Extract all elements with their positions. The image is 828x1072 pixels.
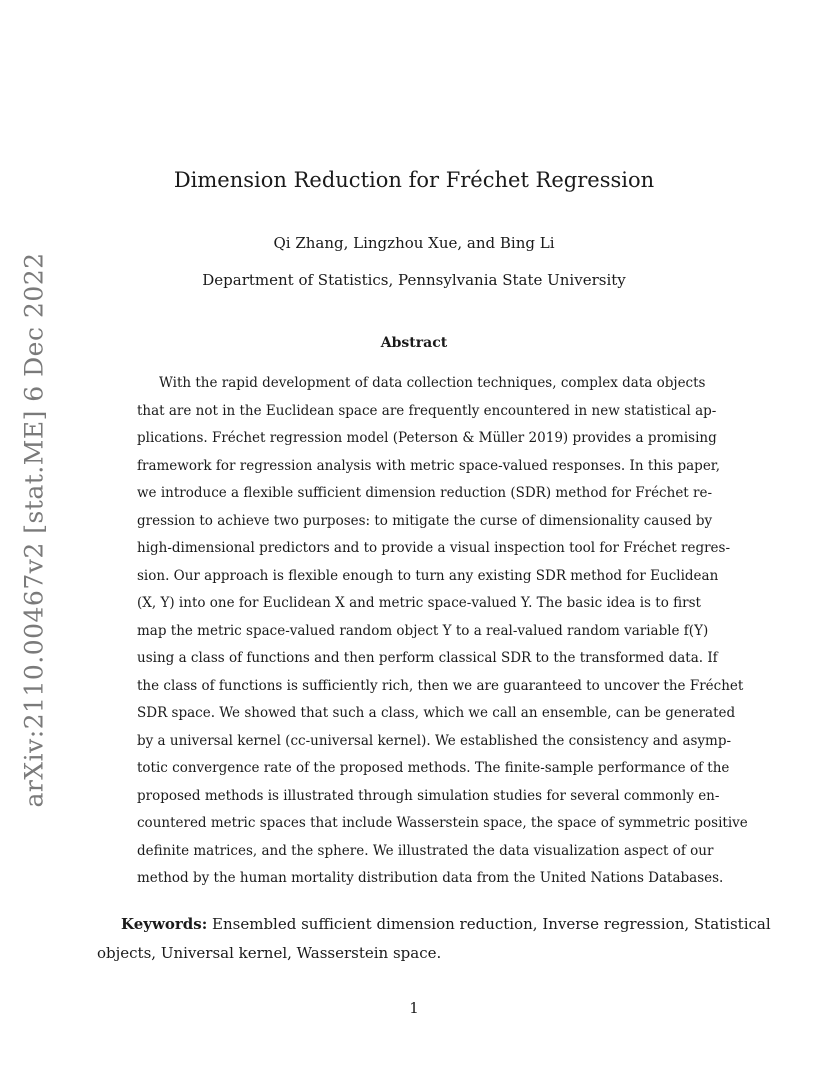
keywords-section (97, 910, 771, 968)
abstract-line: plications. Fréchet regression model (Peterson & Müller 2019) provides a promising (137, 430, 717, 446)
abstract-line: (X, Y) into one for Euclidean X and metric space-valued Y. The basic idea is to first (137, 595, 701, 611)
abstract-line: that are not in the Euclidean space are frequently encountered in new statistical ap- (137, 402, 717, 419)
abstract-line: SDR space. We showed that such a class, which we call an ensemble, can be generated (137, 705, 736, 721)
abstract-line: using a class of functions and then perform classical SDR to the transformed data. If (137, 650, 718, 666)
keywords-text: Ensembled sufficient dimension reduction, Inverse regression, Statistical (212, 915, 771, 933)
abstract-heading: Abstract (380, 335, 448, 351)
abstract-line: countered metric spaces that include Wasserstein space, the space of symmetric positive (137, 815, 748, 831)
abstract-line: sion. Our approach is flexible enough to turn any existing SDR method for Euclidean (137, 567, 719, 584)
abstract-line: method by the human mortality distribution data from the United Nations Databases. (137, 870, 724, 886)
abstract-line: the class of functions is sufficiently rich, then we are guaranteed to uncover the Fréchet (137, 677, 744, 694)
author-list: Qi Zhang, Lingzhou Xue, and Bing Li (273, 234, 555, 252)
keywords-line: objects, Universal kernel, Wasserstein space. (97, 944, 442, 962)
affiliation: Department of Statistics, Pennsylvania State University (202, 271, 626, 289)
abstract-line: gression to achieve two purposes: to mitigate the curse of dimensionality caused by (137, 512, 713, 529)
abstract-line: totic convergence rate of the proposed methods. The finite-sample performance of the (137, 760, 730, 776)
abstract-line: map the metric space-valued random object Y to a real-valued random variable f(Y) (137, 622, 709, 639)
abstract-line: high-dimensional predictors and to provide a visual inspection tool for Fréchet regres- (137, 540, 731, 556)
abstract-body (137, 370, 748, 893)
abstract-line: definite matrices, and the sphere. We illustrated the data visualization aspect of our (137, 842, 714, 859)
arxiv-identifier: arXiv:2110.00467v2 [stat.ME] 6 Dec 2022 (19, 252, 49, 808)
abstract-line: by a universal kernel (cc-universal kernel). We established the consistency and asymp- (137, 732, 732, 749)
abstract-line: proposed methods is illustrated through simulation studies for several commonly en- (137, 787, 720, 804)
abstract-line: framework for regression analysis with metric space-valued responses. In this paper, (137, 457, 721, 474)
paper-title: Dimension Reduction for Fréchet Regression (173, 168, 655, 192)
abstract-line: With the rapid development of data collection techniques, complex data objects (159, 375, 706, 391)
keywords-label: Keywords: (121, 915, 208, 933)
abstract-line: we introduce a flexible sufficient dimension reduction (SDR) method for Fréchet re- (137, 485, 713, 501)
page-number: 1 (409, 999, 419, 1017)
keywords-line (97, 910, 771, 939)
